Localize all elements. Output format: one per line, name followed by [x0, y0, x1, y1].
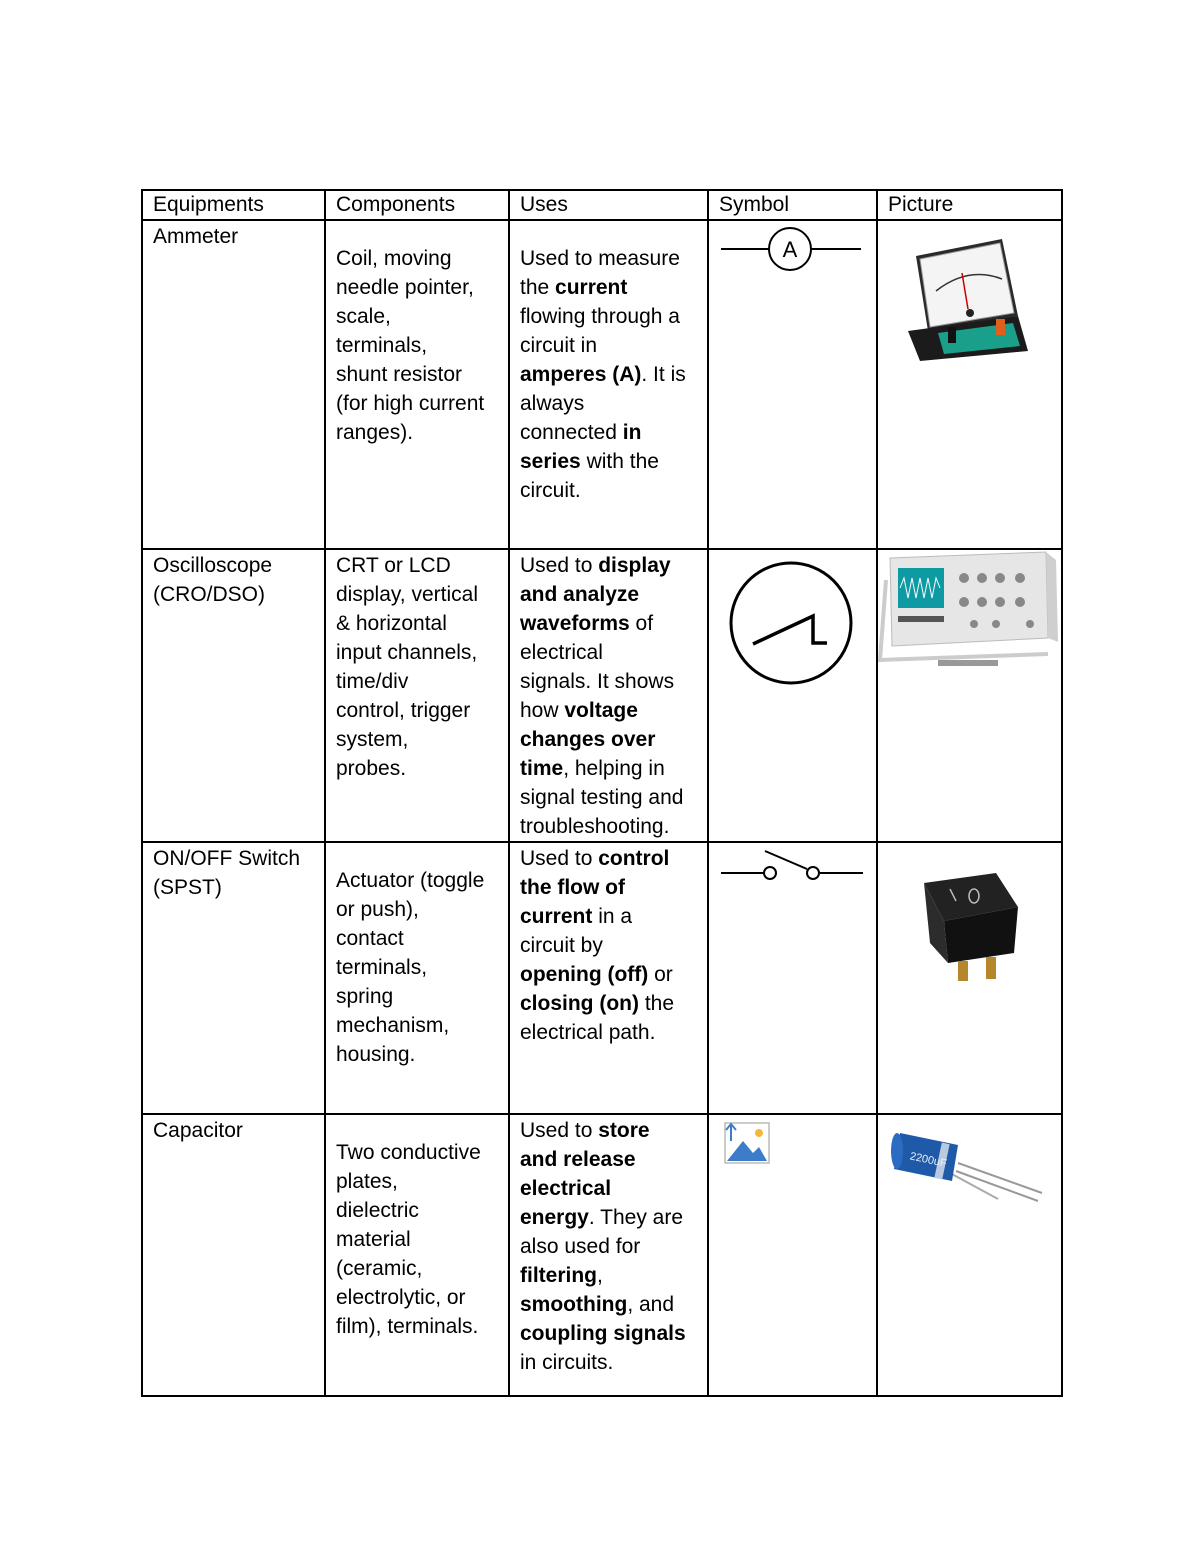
text-line: Oscilloscope	[153, 554, 273, 577]
text-line	[520, 360, 697, 389]
symbol-cell	[708, 1114, 877, 1396]
text-line	[520, 696, 697, 725]
picture-cell	[877, 1114, 1062, 1396]
text-run: electrical path.	[520, 1021, 656, 1044]
text-line	[520, 551, 697, 580]
text-run: circuit in	[520, 334, 598, 357]
table-row-capacitor	[142, 1114, 1062, 1396]
text-line	[520, 1174, 697, 1203]
text-run: in circuits.	[520, 1351, 614, 1374]
text-run: ,	[597, 1264, 603, 1287]
text-line: electrolytic, or	[336, 1286, 466, 1309]
text-run: , helping in	[563, 757, 665, 780]
text-run: or	[648, 963, 673, 986]
text-line: dielectric	[336, 1199, 419, 1222]
oscilloscope-symbol-icon	[709, 550, 877, 690]
text-line	[520, 273, 697, 302]
text-line: display, vertical	[336, 583, 478, 606]
text-line	[520, 1348, 697, 1377]
uses-cell	[509, 549, 708, 842]
text-line: (for high current	[336, 392, 485, 415]
text-line: terminals,	[336, 956, 428, 979]
text-run: Used to	[520, 1119, 599, 1142]
text-line	[520, 1116, 697, 1145]
text-run: Used to	[520, 554, 599, 577]
text-line	[520, 302, 697, 331]
text-line	[520, 447, 697, 476]
text-run: . It is	[641, 363, 686, 386]
text-run: Used to measure	[520, 247, 680, 270]
equipment-table	[141, 189, 1063, 1397]
text-line	[520, 244, 697, 273]
table-header-row	[142, 190, 1062, 220]
equipment-cell	[142, 220, 325, 549]
table-row-ammeter	[142, 220, 1062, 549]
uses-cell	[509, 220, 708, 549]
bold-text: and release	[520, 1148, 636, 1171]
capacitor-picture-icon	[878, 1115, 1062, 1215]
bold-text: store	[598, 1119, 650, 1142]
bold-text: and analyze	[520, 583, 640, 606]
bold-text: voltage	[564, 699, 638, 722]
ammeter-picture-icon	[878, 221, 1062, 371]
text-line	[520, 1261, 697, 1290]
header-equipments: Equipments	[142, 190, 325, 220]
bold-text: series	[520, 450, 581, 473]
text-run: how	[520, 699, 565, 722]
text-line: & horizontal	[336, 612, 447, 635]
picture-cell	[877, 549, 1062, 842]
table-row-oscilloscope	[142, 549, 1062, 842]
bold-text: amperes (A)	[520, 363, 642, 386]
switch-symbol-icon	[709, 843, 877, 893]
text-run: signal testing and	[520, 786, 684, 809]
text-line	[520, 476, 697, 505]
text-run: also used for	[520, 1235, 641, 1258]
text-line: (SPST)	[153, 876, 222, 899]
text-line	[520, 902, 697, 931]
bold-text: control	[598, 847, 670, 870]
bold-text: smoothing	[520, 1293, 628, 1316]
text-line	[520, 812, 697, 841]
text-run: Used to	[520, 847, 599, 870]
text-line: film), terminals.	[336, 1315, 479, 1338]
equipment-cell	[142, 549, 325, 842]
bold-text: the flow of	[520, 876, 625, 899]
bold-text: filtering	[520, 1264, 597, 1287]
text-line: scale,	[336, 305, 391, 328]
text-line	[520, 1018, 697, 1047]
text-line	[520, 989, 697, 1018]
text-line	[520, 725, 697, 754]
text-line: system,	[336, 728, 409, 751]
text-run: flowing through a	[520, 305, 680, 328]
ammeter-symbol-label: A	[782, 237, 798, 262]
bold-text: waveforms	[520, 612, 630, 635]
oscilloscope-picture-icon	[878, 550, 1062, 690]
symbol-cell	[708, 220, 877, 549]
text-line: ON/OFF Switch	[153, 847, 301, 870]
text-line	[520, 754, 697, 783]
components-cell	[325, 220, 509, 549]
text-line	[520, 931, 697, 960]
text-line: Capacitor	[153, 1119, 243, 1142]
text-line: (ceramic,	[336, 1257, 423, 1280]
header-uses: Uses	[509, 190, 708, 220]
text-line: mechanism,	[336, 1014, 450, 1037]
text-line: needle pointer,	[336, 276, 474, 299]
text-run: of	[629, 612, 654, 635]
uses-cell	[509, 842, 708, 1114]
text-run: , and	[627, 1293, 675, 1316]
text-line: plates,	[336, 1170, 398, 1193]
text-run: circuit by	[520, 934, 603, 957]
text-run: with the	[580, 450, 659, 473]
text-line	[520, 638, 697, 667]
text-line: Ammeter	[153, 225, 239, 248]
equipment-cell	[142, 1114, 325, 1396]
text-line	[520, 331, 697, 360]
bold-text: current	[520, 905, 593, 928]
header-symbol: Symbol	[708, 190, 877, 220]
ammeter-symbol-icon	[709, 221, 877, 281]
header-components: Components	[325, 190, 509, 220]
text-line: Actuator (toggle	[336, 869, 485, 892]
text-line: control, trigger	[336, 699, 471, 722]
text-line	[520, 783, 697, 812]
text-line	[520, 1145, 697, 1174]
text-line	[520, 389, 697, 418]
text-line: Two conductive	[336, 1141, 481, 1164]
text-run: troubleshooting.	[520, 815, 670, 838]
text-run: connected	[520, 421, 623, 444]
text-line: Coil, moving	[336, 247, 452, 270]
picture-cell	[877, 220, 1062, 549]
image-placeholder-icon	[709, 1115, 877, 1175]
rocker-switch-picture-icon	[878, 843, 1062, 993]
text-line: housing.	[336, 1043, 416, 1066]
bold-text: current	[555, 276, 628, 299]
text-line: (CRO/DSO)	[153, 583, 265, 606]
header-picture: Picture	[877, 190, 1062, 220]
text-line	[520, 960, 697, 989]
capacitor-marking-label: 2200uF	[908, 1150, 948, 1170]
uses-cell	[509, 1114, 708, 1396]
text-line: CRT or LCD	[336, 554, 451, 577]
bold-text: energy	[520, 1206, 589, 1229]
text-line: input channels,	[336, 641, 478, 664]
bold-text: electrical	[520, 1177, 612, 1200]
text-line	[520, 1290, 697, 1319]
text-line	[520, 418, 697, 447]
bold-text: changes over	[520, 728, 656, 751]
bold-text: coupling signals	[520, 1322, 686, 1345]
symbol-cell	[708, 842, 877, 1114]
text-line: contact	[336, 927, 404, 950]
text-line	[520, 609, 697, 638]
text-line: material	[336, 1228, 411, 1251]
text-run: the	[520, 276, 556, 299]
text-run: signals. It shows	[520, 670, 675, 693]
text-line	[520, 580, 697, 609]
text-run: . They are	[588, 1206, 684, 1229]
equipment-cell	[142, 842, 325, 1114]
text-line	[520, 1203, 697, 1232]
text-run: in a	[592, 905, 633, 928]
text-run: the	[639, 992, 675, 1015]
text-line	[520, 873, 697, 902]
components-cell	[325, 549, 509, 842]
text-line: spring	[336, 985, 394, 1008]
text-line	[520, 667, 697, 696]
text-line: shunt resistor	[336, 363, 463, 386]
symbol-cell	[708, 549, 877, 842]
bold-text: time	[520, 757, 564, 780]
text-line: probes.	[336, 757, 407, 780]
text-line	[520, 844, 697, 873]
picture-cell	[877, 842, 1062, 1114]
components-cell	[325, 1114, 509, 1396]
text-line	[520, 1319, 697, 1348]
text-line: ranges).	[336, 421, 414, 444]
bold-text: display	[598, 554, 671, 577]
bold-text: opening (off)	[520, 963, 649, 986]
text-run: electrical	[520, 641, 603, 664]
text-run: always	[520, 392, 585, 415]
text-line	[520, 1232, 697, 1261]
table-row-switch	[142, 842, 1062, 1114]
text-line: or push),	[336, 898, 419, 921]
bold-text: in	[622, 421, 642, 444]
text-line: time/div	[336, 670, 409, 693]
bold-text: closing (on)	[520, 992, 639, 1015]
text-run: circuit.	[520, 479, 581, 502]
text-line: terminals,	[336, 334, 428, 357]
components-cell	[325, 842, 509, 1114]
